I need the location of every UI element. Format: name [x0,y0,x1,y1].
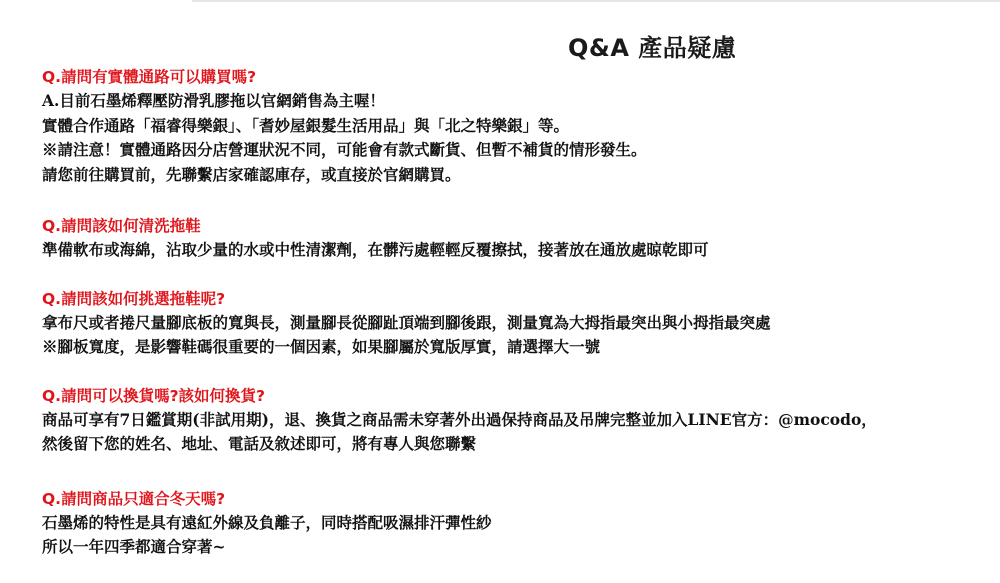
top-divider [192,0,1000,2]
faq-item-sizing [42,287,992,360]
faq-answer-line: ※腳板寬度，是影響鞋碼很重要的一個因素，如果腳屬於寬版厚實，請選擇大一號 [42,337,601,356]
faq-answer-line: 然後留下您的姓名、地址、電話及敘述即可，將有專人與您聯繫 [42,434,477,453]
faq-answer-line: 拿布尺或者捲尺量腳底板的寬與長，測量腳長從腳趾頂端到腳後跟，測量寬為大拇指最突出與小拇指最突處 [42,312,771,332]
faq-answer-line: 商品可享有7日鑑賞期(非試用期)，退、換貨之商品需未穿著外出過保持商品及吊牌完整並加入LINE官方：@mocodo， [42,409,877,429]
faq-answer-line: ※請注意！實體通路因分店營運狀況不同，可能會有款式斷貨、但暫不補貨的情形發生。 [42,140,647,159]
faq-answer-line: 請您前往購買前，先聯繫店家確認庫存，或直接於官網購買。 [42,164,461,184]
faq-item-store-availability [42,65,992,187]
faq-answer-line: 石墨烯的特性是具有遠紅外線及負離子，同時搭配吸濕排汗彈性紗 [42,512,492,532]
faq-question: Q.請問有實體通路可以購買嗎? [42,68,257,86]
faq-list [42,60,992,560]
faq-question: Q.請問可以換貨嗎?該如何換貨? [42,386,266,405]
faq-question: Q.請問商品只適合冬天嗎? [42,489,226,508]
faq-question: Q.請問該如何清洗拖鞋 [42,217,201,235]
faq-answer-line: A.目前石墨烯釋壓防滑乳膠拖以官網銷售為主喔！ [42,91,385,110]
faq-item-cleaning [42,214,992,263]
faq-item-exchange [42,384,992,457]
page-title: Q&A 產品疑慮 [568,34,737,62]
faq-item-seasons [42,487,992,560]
faq-answer-line: 所以一年四季都適合穿著~ [42,537,226,556]
faq-answer-line: 實體合作通路「福睿得樂銀」、「耆妙屋銀髮生活用品」與「北之特樂銀」等。 [42,115,570,135]
faq-question: Q.請問該如何挑選拖鞋呢? [42,289,226,308]
faq-answer-line: 準備軟布或海綿，沾取少量的水或中性清潔劑，在髒污處輕輕反覆擦拭，接著放在通放處晾乾即可 [42,240,709,259]
